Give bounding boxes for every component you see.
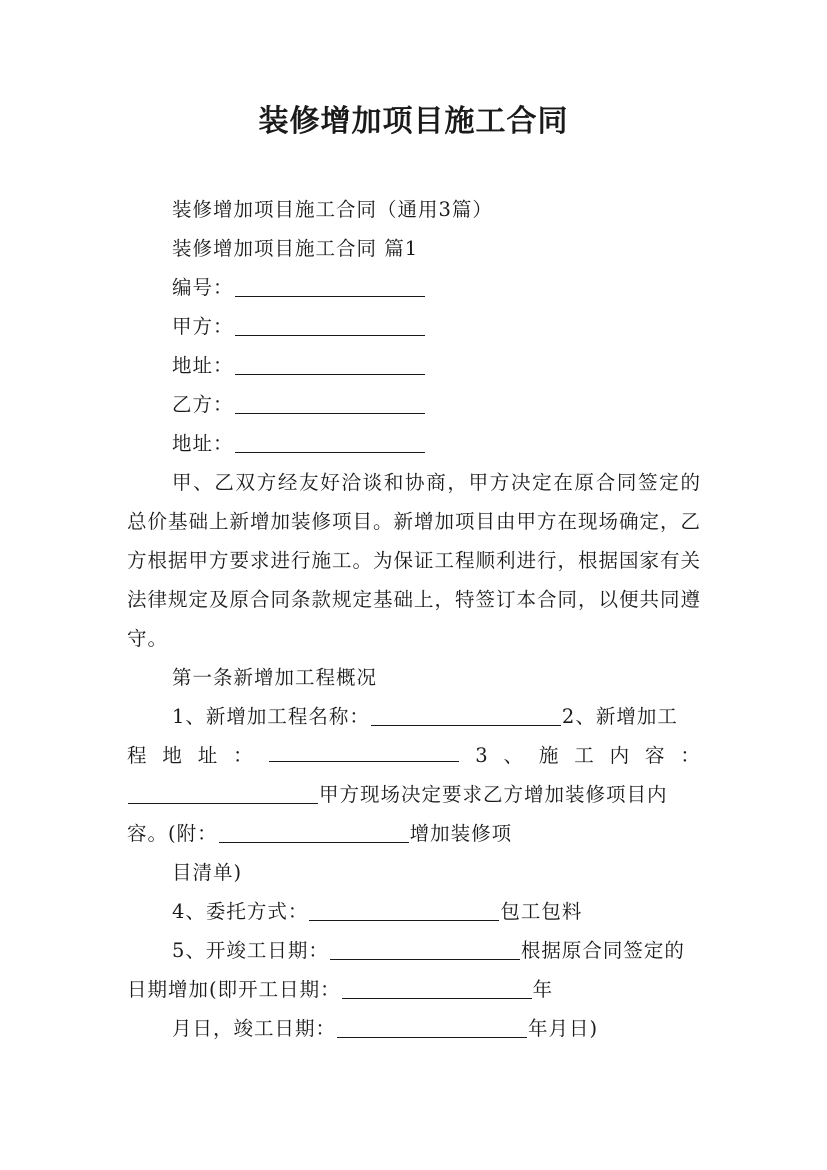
address-a-blank [235, 352, 425, 375]
item3-attach-start: 容。(附： [127, 822, 218, 845]
item3-char: 、 [503, 744, 525, 767]
item3-char: 工 [574, 744, 595, 767]
start-date-blank [342, 976, 532, 999]
party-a-blank [235, 313, 425, 336]
item3-line [127, 775, 701, 814]
document-subtitle: 装修增加项目施工合同（通用3篇） [172, 198, 493, 221]
article1-heading: 第一条新增加工程概况 [172, 666, 378, 689]
field-address-a-label: 地址： [172, 354, 234, 377]
item3-attach-blank [219, 820, 409, 843]
item4-label: 4、委托方式： [172, 900, 309, 923]
item5-blank [330, 937, 520, 960]
item3-attach-tail: 目清单) [172, 861, 243, 884]
item1-blank [371, 703, 561, 726]
number-blank [235, 274, 425, 297]
field-party-b [127, 385, 701, 424]
field-number-label: 编号： [172, 276, 234, 299]
item5-tail: 根据原合同签定的 [520, 939, 685, 962]
item2-label: 2、新增加工 [561, 705, 678, 728]
item5-line [127, 931, 701, 970]
item3-char: 内 [609, 744, 631, 767]
field-party-a-label: 甲方： [172, 315, 234, 338]
item5-line2-end: 年 [532, 978, 554, 1001]
field-address-b [127, 424, 701, 463]
item2-char: 程 [127, 744, 148, 767]
item3-desc: 甲方现场决定要求乙方增加装修项目内 [319, 783, 668, 806]
item5-line2 [127, 970, 701, 1009]
item2-line [127, 736, 701, 775]
item3-char: 3 [475, 744, 489, 767]
item5-line3 [127, 1009, 701, 1048]
item2-blank [269, 739, 459, 762]
item3-char: ： [680, 744, 701, 767]
party-b-blank [235, 391, 425, 414]
field-address-b-label: 地址： [172, 432, 234, 455]
item4-line [127, 892, 701, 931]
field-party-a [127, 307, 701, 346]
intro-paragraph: 甲、乙双方经友好洽谈和协商，甲方决定在原合同签定的总价基础上新增加装修项目。新增加项目由甲方在现场确定，乙方根据甲方要求进行施工。为保证工程顺利进行，根据国家有关法律规定及原合同条款规定基础上，特签订本合同，以便共同遵守。 [127, 471, 702, 650]
item5-line3-end: 年月日) [528, 1017, 599, 1040]
item3-char: 容 [644, 744, 666, 767]
item3-attach-end: 增加装修项 [409, 822, 513, 845]
section-heading: 装修增加项目施工合同 篇1 [172, 237, 419, 260]
item3-blank [128, 781, 318, 804]
field-number [127, 268, 701, 307]
document-title: 装修增加项目施工合同 [258, 104, 569, 139]
item2-char: ： [233, 744, 254, 767]
address-b-blank [235, 430, 425, 453]
item5-line2-start: 日期增加(即开工日期： [127, 978, 341, 1001]
item3-char: 施 [538, 744, 560, 767]
document-body [127, 190, 701, 1048]
item3-attach-line [127, 814, 701, 853]
item4-value: 包工包料 [500, 900, 583, 923]
item1-line [127, 697, 701, 736]
field-party-b-label: 乙方： [172, 393, 234, 416]
end-date-blank [337, 1015, 527, 1038]
item5-line3-start: 月日，竣工日期： [172, 1017, 337, 1040]
item5-label: 5、开竣工日期： [172, 939, 329, 962]
item1-label: 1、新增加工程名称： [172, 705, 370, 728]
item2-char: 地 [162, 744, 183, 767]
item2-char: 址 [197, 744, 219, 767]
field-address-a [127, 346, 701, 385]
item4-blank [309, 898, 499, 921]
